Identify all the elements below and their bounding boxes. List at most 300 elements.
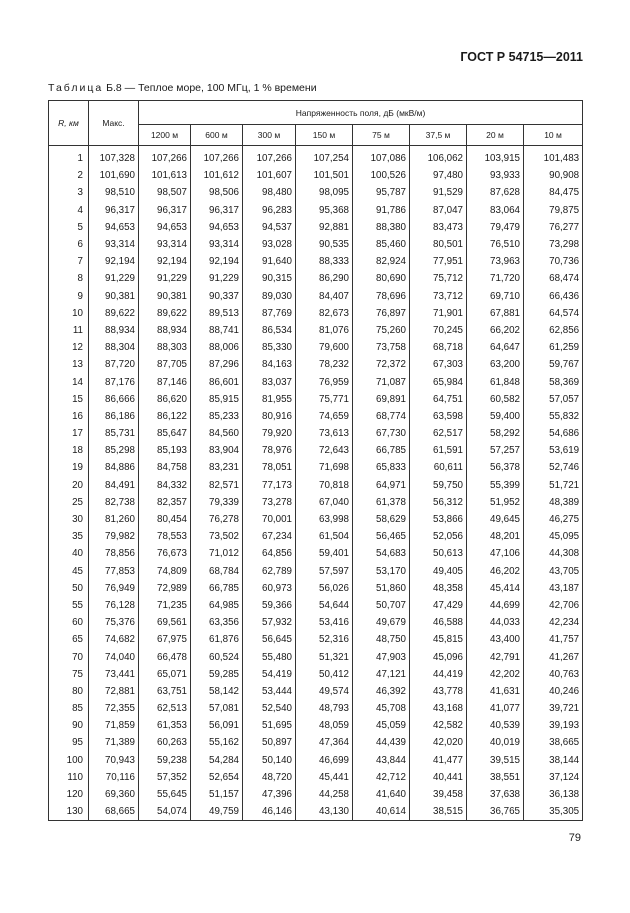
value-cell: 67,303 (410, 356, 467, 373)
distance-cell: 1 (49, 150, 89, 167)
value-cell: 84,163 (243, 356, 296, 373)
value-cell: 77,173 (243, 477, 296, 494)
value-cell: 87,176 (89, 373, 139, 390)
value-cell: 67,730 (353, 425, 410, 442)
value-cell: 53,866 (410, 511, 467, 528)
value-cell: 75,260 (353, 322, 410, 339)
distance-cell: 20 (49, 477, 89, 494)
value-cell: 51,952 (467, 494, 524, 511)
table-row (49, 597, 583, 614)
value-cell: 42,234 (524, 614, 583, 631)
value-cell: 72,643 (296, 442, 353, 459)
header-height: 20 м (467, 125, 524, 146)
value-cell: 50,140 (243, 752, 296, 769)
table-row (49, 356, 583, 373)
value-cell: 56,645 (243, 631, 296, 648)
value-cell: 91,229 (139, 270, 191, 287)
value-cell: 60,973 (243, 580, 296, 597)
table-row (49, 425, 583, 442)
value-cell: 98,507 (139, 184, 191, 201)
value-cell: 64,856 (243, 545, 296, 562)
value-cell: 85,460 (353, 236, 410, 253)
table-row (49, 167, 583, 184)
value-cell: 101,690 (89, 167, 139, 184)
value-cell: 37,638 (467, 786, 524, 803)
value-cell: 75,376 (89, 614, 139, 631)
value-cell: 39,193 (524, 717, 583, 734)
value-cell: 78,976 (243, 442, 296, 459)
value-cell: 38,665 (524, 734, 583, 751)
value-cell: 82,571 (191, 477, 243, 494)
value-cell: 96,317 (191, 202, 243, 219)
value-cell: 107,266 (139, 150, 191, 167)
table-row (49, 391, 583, 408)
value-cell: 39,515 (467, 752, 524, 769)
value-cell: 43,130 (296, 803, 353, 821)
value-cell: 71,087 (353, 373, 410, 390)
value-cell: 42,706 (524, 597, 583, 614)
value-cell: 91,786 (353, 202, 410, 219)
value-cell: 82,673 (296, 305, 353, 322)
value-cell: 51,721 (524, 477, 583, 494)
value-cell: 86,534 (243, 322, 296, 339)
table-row (49, 459, 583, 476)
distance-cell: 6 (49, 236, 89, 253)
value-cell: 98,506 (191, 184, 243, 201)
value-cell: 95,368 (296, 202, 353, 219)
value-cell: 101,501 (296, 167, 353, 184)
distance-cell: 130 (49, 803, 89, 821)
table-row (49, 580, 583, 597)
value-cell: 78,232 (296, 356, 353, 373)
value-cell: 80,916 (243, 408, 296, 425)
value-cell: 55,162 (191, 734, 243, 751)
value-cell: 43,778 (410, 683, 467, 700)
value-cell: 83,064 (467, 202, 524, 219)
value-cell: 64,574 (524, 305, 583, 322)
value-cell: 70,116 (89, 769, 139, 786)
value-cell: 84,332 (139, 477, 191, 494)
value-cell: 62,856 (524, 322, 583, 339)
table-row (49, 614, 583, 631)
value-cell: 44,258 (296, 786, 353, 803)
value-cell: 61,259 (524, 339, 583, 356)
value-cell: 68,474 (524, 270, 583, 287)
value-cell: 82,924 (353, 253, 410, 270)
value-cell: 92,194 (191, 253, 243, 270)
value-cell: 73,613 (296, 425, 353, 442)
value-cell: 88,304 (89, 339, 139, 356)
distance-cell: 110 (49, 769, 89, 786)
distance-cell: 65 (49, 631, 89, 648)
value-cell: 44,033 (467, 614, 524, 631)
table-row (49, 408, 583, 425)
table-row (49, 648, 583, 665)
value-cell: 75,771 (296, 391, 353, 408)
value-cell: 79,600 (296, 339, 353, 356)
header-height: 10 м (524, 125, 583, 146)
header-height: 300 м (243, 125, 296, 146)
value-cell: 41,757 (524, 631, 583, 648)
value-cell: 87,296 (191, 356, 243, 373)
value-cell: 54,686 (524, 425, 583, 442)
value-cell: 70,245 (410, 322, 467, 339)
value-cell: 91,529 (410, 184, 467, 201)
table-row (49, 442, 583, 459)
value-cell: 41,477 (410, 752, 467, 769)
distance-cell: 50 (49, 580, 89, 597)
value-cell: 81,076 (296, 322, 353, 339)
value-cell: 51,157 (191, 786, 243, 803)
value-cell: 58,629 (353, 511, 410, 528)
value-cell: 54,419 (243, 666, 296, 683)
value-cell: 85,647 (139, 425, 191, 442)
value-cell: 95,787 (353, 184, 410, 201)
table-row (49, 563, 583, 580)
value-cell: 49,679 (353, 614, 410, 631)
value-cell: 68,784 (191, 563, 243, 580)
value-cell: 39,458 (410, 786, 467, 803)
value-cell: 71,698 (296, 459, 353, 476)
table-row (49, 786, 583, 803)
value-cell: 52,056 (410, 528, 467, 545)
distance-cell: 3 (49, 184, 89, 201)
value-cell: 96,317 (89, 202, 139, 219)
value-cell: 98,095 (296, 184, 353, 201)
distance-cell: 85 (49, 700, 89, 717)
value-cell: 51,321 (296, 648, 353, 665)
value-cell: 94,653 (191, 219, 243, 236)
value-cell: 106,062 (410, 150, 467, 167)
value-cell: 91,229 (89, 270, 139, 287)
distance-cell: 15 (49, 391, 89, 408)
value-cell: 94,653 (139, 219, 191, 236)
value-cell: 42,712 (353, 769, 410, 786)
value-cell: 55,645 (139, 786, 191, 803)
value-cell: 74,809 (139, 563, 191, 580)
value-cell: 53,444 (243, 683, 296, 700)
value-cell: 42,202 (467, 666, 524, 683)
distance-cell: 60 (49, 614, 89, 631)
header-height: 37,5 м (410, 125, 467, 146)
value-cell: 86,186 (89, 408, 139, 425)
distance-cell: 19 (49, 459, 89, 476)
value-cell: 67,881 (467, 305, 524, 322)
value-cell: 48,201 (467, 528, 524, 545)
value-cell: 54,284 (191, 752, 243, 769)
value-cell: 101,607 (243, 167, 296, 184)
value-cell: 85,298 (89, 442, 139, 459)
value-cell: 83,231 (191, 459, 243, 476)
value-cell: 73,278 (243, 494, 296, 511)
value-cell: 79,920 (243, 425, 296, 442)
value-cell: 88,333 (296, 253, 353, 270)
value-cell: 40,246 (524, 683, 583, 700)
value-cell: 73,502 (191, 528, 243, 545)
table-row (49, 752, 583, 769)
value-cell: 73,712 (410, 288, 467, 305)
value-cell: 73,441 (89, 666, 139, 683)
value-cell: 47,106 (467, 545, 524, 562)
distance-cell: 70 (49, 648, 89, 665)
value-cell: 75,712 (410, 270, 467, 287)
value-cell: 52,540 (243, 700, 296, 717)
distance-cell: 95 (49, 734, 89, 751)
value-cell: 88,934 (139, 322, 191, 339)
distance-cell: 18 (49, 442, 89, 459)
value-cell: 73,758 (353, 339, 410, 356)
value-cell: 63,598 (410, 408, 467, 425)
value-cell: 64,985 (191, 597, 243, 614)
value-cell: 63,998 (296, 511, 353, 528)
value-cell: 107,086 (353, 150, 410, 167)
value-cell: 58,369 (524, 373, 583, 390)
value-cell: 98,480 (243, 184, 296, 201)
value-cell: 84,758 (139, 459, 191, 476)
value-cell: 86,290 (296, 270, 353, 287)
value-cell: 57,932 (243, 614, 296, 631)
value-cell: 84,491 (89, 477, 139, 494)
value-cell: 43,705 (524, 563, 583, 580)
value-cell: 42,020 (410, 734, 467, 751)
table-row (49, 700, 583, 717)
distance-cell: 30 (49, 511, 89, 528)
value-cell: 50,412 (296, 666, 353, 683)
value-cell: 55,832 (524, 408, 583, 425)
value-cell: 59,750 (410, 477, 467, 494)
value-cell: 63,751 (139, 683, 191, 700)
value-cell: 90,381 (89, 288, 139, 305)
value-cell: 61,591 (410, 442, 467, 459)
value-cell: 61,848 (467, 373, 524, 390)
value-cell: 46,202 (467, 563, 524, 580)
value-cell: 66,202 (467, 322, 524, 339)
value-cell: 71,389 (89, 734, 139, 751)
header-height: 1200 м (139, 125, 191, 146)
value-cell: 73,298 (524, 236, 583, 253)
value-cell: 88,303 (139, 339, 191, 356)
value-cell: 44,699 (467, 597, 524, 614)
value-cell: 94,653 (89, 219, 139, 236)
value-cell: 101,483 (524, 150, 583, 167)
distance-cell: 7 (49, 253, 89, 270)
value-cell: 57,257 (467, 442, 524, 459)
value-cell: 36,138 (524, 786, 583, 803)
value-cell: 43,400 (467, 631, 524, 648)
value-cell: 71,901 (410, 305, 467, 322)
distance-cell: 80 (49, 683, 89, 700)
header-field-strength: Напряженность поля, дБ (мкВ/м) (139, 101, 583, 125)
value-cell: 45,441 (296, 769, 353, 786)
value-cell: 36,765 (467, 803, 524, 821)
value-cell: 67,975 (139, 631, 191, 648)
value-cell: 53,619 (524, 442, 583, 459)
value-cell: 62,517 (410, 425, 467, 442)
value-cell: 93,028 (243, 236, 296, 253)
value-cell: 90,535 (296, 236, 353, 253)
value-cell: 87,705 (139, 356, 191, 373)
value-cell: 41,640 (353, 786, 410, 803)
value-cell: 72,372 (353, 356, 410, 373)
value-cell: 44,419 (410, 666, 467, 683)
value-cell: 83,473 (410, 219, 467, 236)
value-cell: 49,645 (467, 511, 524, 528)
value-cell: 47,364 (296, 734, 353, 751)
value-cell: 59,366 (243, 597, 296, 614)
value-cell: 69,710 (467, 288, 524, 305)
value-cell: 66,785 (353, 442, 410, 459)
distance-cell: 9 (49, 288, 89, 305)
value-cell: 59,401 (296, 545, 353, 562)
value-cell: 87,628 (467, 184, 524, 201)
value-cell: 52,746 (524, 459, 583, 476)
value-cell: 57,597 (296, 563, 353, 580)
distance-cell: 100 (49, 752, 89, 769)
value-cell: 48,389 (524, 494, 583, 511)
value-cell: 76,897 (353, 305, 410, 322)
value-cell: 60,611 (410, 459, 467, 476)
header-r-label: R, км (58, 118, 79, 128)
value-cell: 90,381 (139, 288, 191, 305)
value-cell: 47,903 (353, 648, 410, 665)
value-cell: 56,091 (191, 717, 243, 734)
table-row (49, 511, 583, 528)
value-cell: 87,047 (410, 202, 467, 219)
table-row (49, 270, 583, 287)
value-cell: 83,037 (243, 373, 296, 390)
table-row (49, 803, 583, 821)
table-row (49, 528, 583, 545)
value-cell: 86,620 (139, 391, 191, 408)
value-cell: 54,074 (139, 803, 191, 821)
value-cell: 58,292 (467, 425, 524, 442)
value-cell: 61,353 (139, 717, 191, 734)
value-cell: 40,539 (467, 717, 524, 734)
value-cell: 76,278 (191, 511, 243, 528)
distance-cell: 4 (49, 202, 89, 219)
value-cell: 46,392 (353, 683, 410, 700)
value-cell: 46,699 (296, 752, 353, 769)
table-row (49, 769, 583, 786)
value-cell: 52,316 (296, 631, 353, 648)
value-cell: 93,933 (467, 167, 524, 184)
value-cell: 67,040 (296, 494, 353, 511)
value-cell: 88,006 (191, 339, 243, 356)
value-cell: 38,515 (410, 803, 467, 821)
table-row (49, 477, 583, 494)
caption-label: Таблица (48, 82, 104, 94)
value-cell: 80,501 (410, 236, 467, 253)
value-cell: 79,479 (467, 219, 524, 236)
value-cell: 56,378 (467, 459, 524, 476)
value-cell: 70,001 (243, 511, 296, 528)
table-row (49, 666, 583, 683)
value-cell: 56,312 (410, 494, 467, 511)
value-cell: 107,266 (243, 150, 296, 167)
value-cell: 60,524 (191, 648, 243, 665)
value-cell: 72,989 (139, 580, 191, 597)
distance-cell: 5 (49, 219, 89, 236)
value-cell: 50,897 (243, 734, 296, 751)
value-cell: 45,708 (353, 700, 410, 717)
value-cell: 66,785 (191, 580, 243, 597)
table-row (49, 288, 583, 305)
value-cell: 78,051 (243, 459, 296, 476)
value-cell: 97,480 (410, 167, 467, 184)
value-cell: 80,454 (139, 511, 191, 528)
value-cell: 74,682 (89, 631, 139, 648)
value-cell: 51,695 (243, 717, 296, 734)
value-cell: 78,856 (89, 545, 139, 562)
value-cell: 87,720 (89, 356, 139, 373)
value-cell: 88,934 (89, 322, 139, 339)
value-cell: 88,741 (191, 322, 243, 339)
value-cell: 78,696 (353, 288, 410, 305)
value-cell: 79,982 (89, 528, 139, 545)
value-cell: 52,654 (191, 769, 243, 786)
value-cell: 48,720 (243, 769, 296, 786)
value-cell: 49,405 (410, 563, 467, 580)
value-cell: 63,200 (467, 356, 524, 373)
value-cell: 77,951 (410, 253, 467, 270)
value-cell: 91,640 (243, 253, 296, 270)
value-cell: 41,267 (524, 648, 583, 665)
value-cell: 61,378 (353, 494, 410, 511)
value-cell: 40,614 (353, 803, 410, 821)
value-cell: 43,844 (353, 752, 410, 769)
value-cell: 62,789 (243, 563, 296, 580)
table-row (49, 150, 583, 167)
value-cell: 72,355 (89, 700, 139, 717)
value-cell: 90,315 (243, 270, 296, 287)
value-cell: 68,665 (89, 803, 139, 821)
value-cell: 86,601 (191, 373, 243, 390)
distance-cell: 35 (49, 528, 89, 545)
value-cell: 84,886 (89, 459, 139, 476)
value-cell: 41,631 (467, 683, 524, 700)
value-cell: 83,904 (191, 442, 243, 459)
table-row (49, 184, 583, 201)
value-cell: 107,328 (89, 150, 139, 167)
value-cell: 82,738 (89, 494, 139, 511)
value-cell: 46,275 (524, 511, 583, 528)
value-cell: 57,081 (191, 700, 243, 717)
value-cell: 45,059 (353, 717, 410, 734)
value-cell: 101,613 (139, 167, 191, 184)
value-cell: 96,283 (243, 202, 296, 219)
value-cell: 45,095 (524, 528, 583, 545)
value-cell: 85,233 (191, 408, 243, 425)
value-cell: 88,380 (353, 219, 410, 236)
document-code: ГОСТ Р 54715—2011 (460, 50, 583, 64)
value-cell: 76,277 (524, 219, 583, 236)
value-cell: 66,436 (524, 288, 583, 305)
value-cell: 46,146 (243, 803, 296, 821)
value-cell: 87,146 (139, 373, 191, 390)
value-cell: 71,012 (191, 545, 243, 562)
value-cell: 70,818 (296, 477, 353, 494)
page-number: 79 (568, 832, 581, 844)
table-row (49, 734, 583, 751)
value-cell: 71,235 (139, 597, 191, 614)
value-cell: 96,317 (139, 202, 191, 219)
value-cell: 94,537 (243, 219, 296, 236)
caption-number: Б.8 — (106, 82, 136, 94)
table-row (49, 373, 583, 390)
table-row (49, 683, 583, 700)
value-cell: 47,121 (353, 666, 410, 683)
value-cell: 64,751 (410, 391, 467, 408)
